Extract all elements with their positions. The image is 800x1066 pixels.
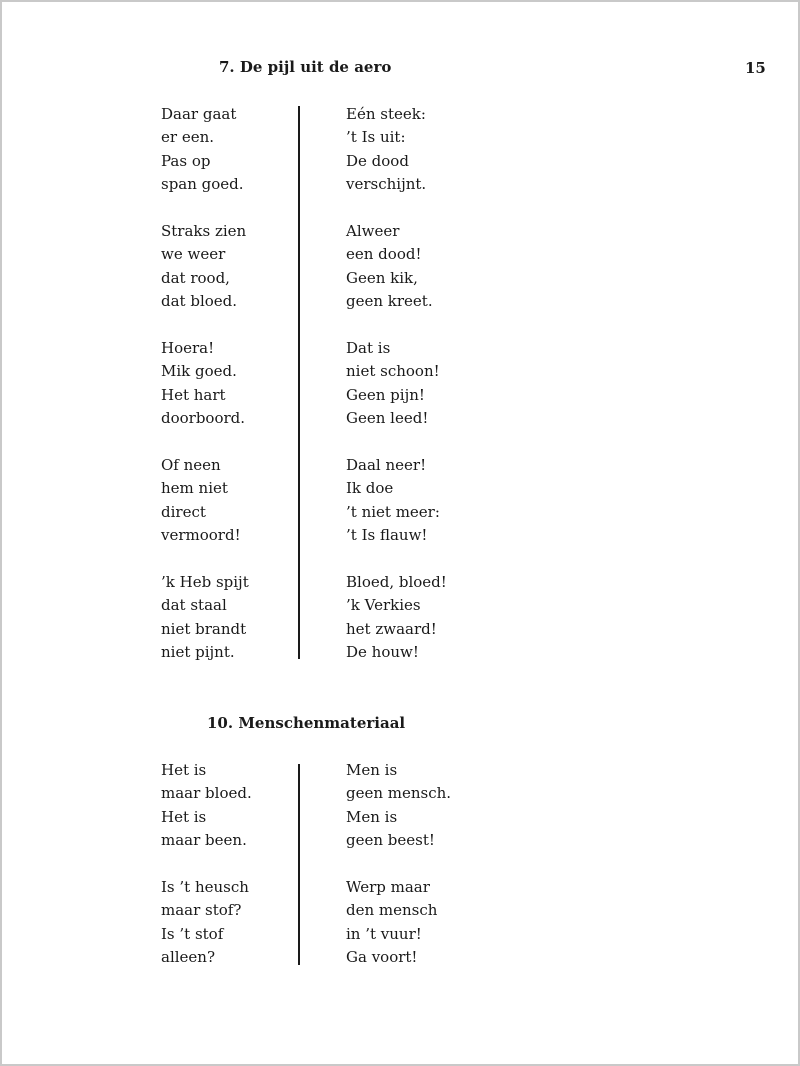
- stanza: [346, 759, 451, 853]
- verse-line: direct: [161, 502, 206, 521]
- verse-line: dat bloed.: [161, 292, 238, 311]
- verse-line: Hoera!: [161, 339, 215, 358]
- page-number: 15: [745, 59, 766, 77]
- verse-line: Werp maar: [346, 878, 430, 897]
- verse-line: vermoord!: [161, 526, 241, 545]
- verse-line: den mensch: [346, 901, 438, 920]
- stanza: [161, 220, 249, 314]
- stanza: [161, 876, 252, 970]
- column-divider: [298, 764, 300, 965]
- verse-line: Geen pijn!: [346, 385, 425, 404]
- verse-line: Ga voort!: [346, 948, 418, 967]
- verse-line: maar been.: [161, 831, 247, 850]
- verse-line: Het is: [161, 807, 207, 826]
- verse-line: dat staal: [161, 596, 227, 615]
- verse-line: ’k Verkies: [346, 596, 421, 615]
- poem-left-column: [161, 103, 249, 665]
- verse-line: Alweer: [346, 222, 400, 241]
- verse-line: Is ’t stof: [161, 924, 224, 943]
- verse-line: alleen?: [161, 948, 215, 967]
- verse-line: Men is: [346, 807, 398, 826]
- verse-line: we weer: [161, 245, 226, 264]
- verse-line: ’t niet meer:: [346, 502, 440, 521]
- verse-line: ’k Heb spijt: [161, 573, 249, 592]
- verse-line: Het is: [161, 761, 207, 779]
- verse-line: Men is: [346, 761, 398, 779]
- poem-title: 7. De pijl uit de aero: [219, 58, 392, 76]
- verse-line: span goed.: [161, 175, 244, 194]
- verse-line: dat rood,: [161, 268, 230, 287]
- poem-right-column: [346, 103, 447, 665]
- poem-right-column: [346, 759, 451, 970]
- stanza: [161, 571, 249, 665]
- stanza: [161, 759, 252, 853]
- verse-line: maar bloed.: [161, 784, 252, 803]
- verse-line: verschijnt.: [346, 175, 427, 194]
- verse-line: hem niet: [161, 479, 228, 498]
- verse-line: maar stof?: [161, 901, 242, 920]
- stanza: [346, 876, 451, 970]
- verse-line: Geen kik,: [346, 268, 418, 287]
- stanza: [161, 103, 249, 197]
- column-divider: [298, 106, 300, 659]
- verse-line: geen beest!: [346, 831, 435, 850]
- stanza: [346, 103, 447, 197]
- stanza: [346, 454, 447, 548]
- verse-line: Ik doe: [346, 479, 394, 498]
- verse-line: ’t Is uit:: [346, 128, 406, 147]
- verse-line: doorboord.: [161, 409, 246, 428]
- verse-line: Straks zien: [161, 222, 247, 241]
- stanza: [346, 337, 447, 431]
- verse-line: geen kreet.: [346, 292, 433, 311]
- verse-line: Daar gaat: [161, 105, 237, 123]
- verse-line: Daal neer!: [346, 456, 427, 475]
- verse-line: Pas op: [161, 151, 211, 170]
- verse-line: niet schoon!: [346, 362, 440, 381]
- stanza: [346, 220, 447, 314]
- verse-line: het zwaard!: [346, 619, 437, 638]
- verse-line: De houw!: [346, 643, 419, 662]
- stanza: [346, 571, 447, 665]
- verse-line: Eén steek:: [346, 105, 426, 123]
- verse-line: niet brandt: [161, 619, 247, 638]
- verse-line: ’t Is flauw!: [346, 526, 428, 545]
- verse-line: er een.: [161, 128, 214, 147]
- verse-line: een dood!: [346, 245, 422, 264]
- verse-line: Geen leed!: [346, 409, 429, 428]
- verse-line: niet pijnt.: [161, 643, 235, 662]
- verse-line: Het hart: [161, 385, 226, 404]
- verse-line: De dood: [346, 151, 409, 170]
- verse-line: geen mensch.: [346, 784, 452, 803]
- verse-line: in ’t vuur!: [346, 924, 422, 943]
- verse-line: Bloed, bloed!: [346, 573, 447, 592]
- stanza: [161, 454, 249, 548]
- poem-left-column: [161, 759, 252, 970]
- verse-line: Of neen: [161, 456, 221, 475]
- poem-title: 10. Menschenmateriaal: [207, 714, 406, 732]
- verse-line: Is ’t heusch: [161, 878, 249, 897]
- verse-line: Dat is: [346, 339, 391, 358]
- verse-line: Mik goed.: [161, 362, 237, 381]
- stanza: [161, 337, 249, 431]
